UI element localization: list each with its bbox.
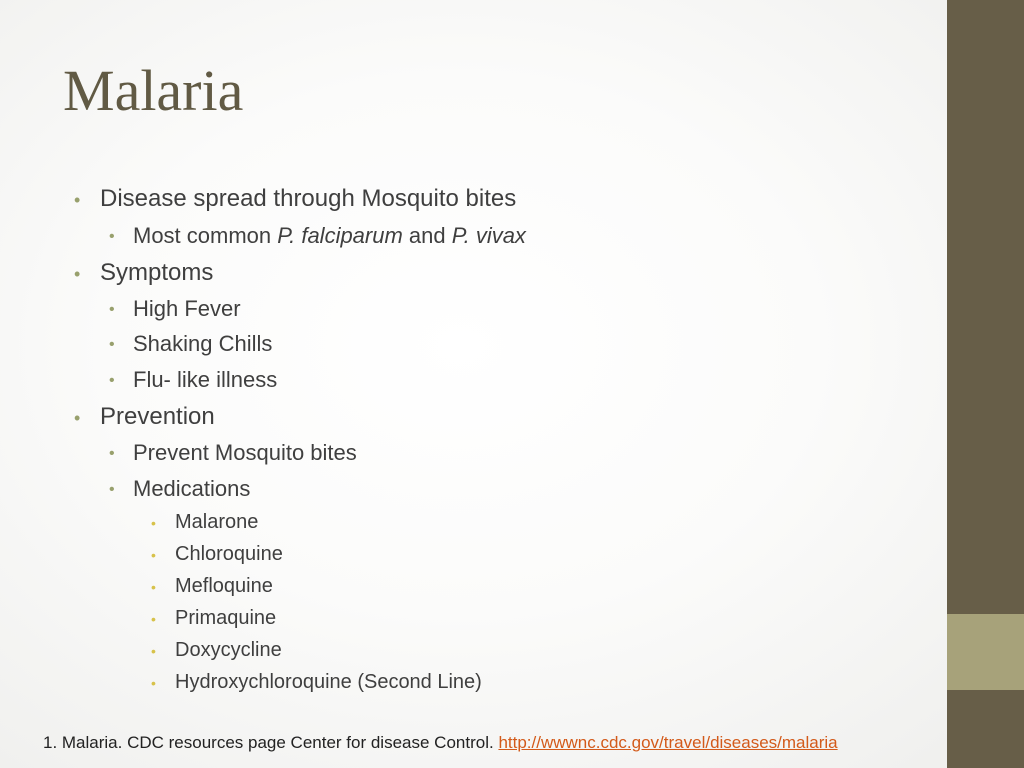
bullet-symptoms <box>74 259 214 286</box>
bullet-medications <box>109 476 251 501</box>
bullet-dot: • <box>109 445 115 462</box>
bullet-dot: • <box>109 336 115 353</box>
footnote <box>43 733 838 753</box>
bullet-high-fever <box>109 296 241 321</box>
bullet-text: Hydroxychloroquine (Second Line) <box>175 671 482 693</box>
bullet-text: Flu- like illness <box>133 367 278 392</box>
bullet-shaking-chills <box>109 331 273 356</box>
bullet-prevent-mosquito-bites <box>109 440 357 465</box>
bullet-primaquine <box>151 607 277 629</box>
bullet-malarone <box>151 511 259 533</box>
bullet-mefloquine <box>151 575 273 597</box>
bullet-dot: • <box>151 675 156 691</box>
bullet-text: High Fever <box>133 296 241 321</box>
bullet-dot: • <box>151 515 156 531</box>
footnote-link[interactable]: http://wwwnc.cdc.gov/travel/diseases/malaria <box>498 733 838 752</box>
bullet-dot: • <box>151 579 156 595</box>
bullet-hydroxychloroquine <box>151 671 482 693</box>
bullet-dot: • <box>151 547 156 563</box>
bullet-most-common <box>109 223 526 248</box>
bullet-dot: • <box>109 372 115 389</box>
bullet-text: Shaking Chills <box>133 331 273 356</box>
bullet-chloroquine <box>151 543 283 565</box>
bullet-dot: • <box>151 643 156 659</box>
bullet-text: Doxycycline <box>175 639 282 661</box>
species-falciparum: P. falciparum <box>277 223 403 248</box>
bullet-text: Malarone <box>175 511 259 533</box>
bullet-dot: • <box>109 301 115 318</box>
bullet-text-mid: and <box>402 223 452 248</box>
bullet-dot: • <box>74 264 81 284</box>
bullet-text: Symptoms <box>100 259 214 286</box>
bullet-text: Prevent Mosquito bites <box>133 440 357 465</box>
bullet-dot: • <box>74 408 81 428</box>
bullet-text: Medications <box>133 476 251 501</box>
bullet-text: Primaquine <box>175 607 277 629</box>
species-vivax: P. vivax <box>451 223 526 248</box>
slide-title: Malaria <box>63 58 244 123</box>
bullet-flu-like-illness <box>109 367 278 392</box>
bullet-doxycycline <box>151 639 282 661</box>
bullet-dot: • <box>109 228 115 245</box>
bullet-dot: • <box>151 611 156 627</box>
bullet-dot: • <box>74 190 81 210</box>
bullet-text: Prevention <box>100 403 215 430</box>
footnote-text: 1. Malaria. CDC resources page Center for disease Control. <box>43 733 499 752</box>
bullet-text: Disease spread through Mosquito bites <box>100 185 517 212</box>
bullet-text-prefix: Most common <box>133 223 278 248</box>
bullet-prevention <box>74 403 215 430</box>
right-band-accent-block <box>947 614 1024 690</box>
bullet-text: Chloroquine <box>175 543 283 565</box>
bullet-dot: • <box>109 481 115 498</box>
bullet-disease-spread <box>74 185 517 212</box>
bullet-text: Mefloquine <box>175 575 273 597</box>
